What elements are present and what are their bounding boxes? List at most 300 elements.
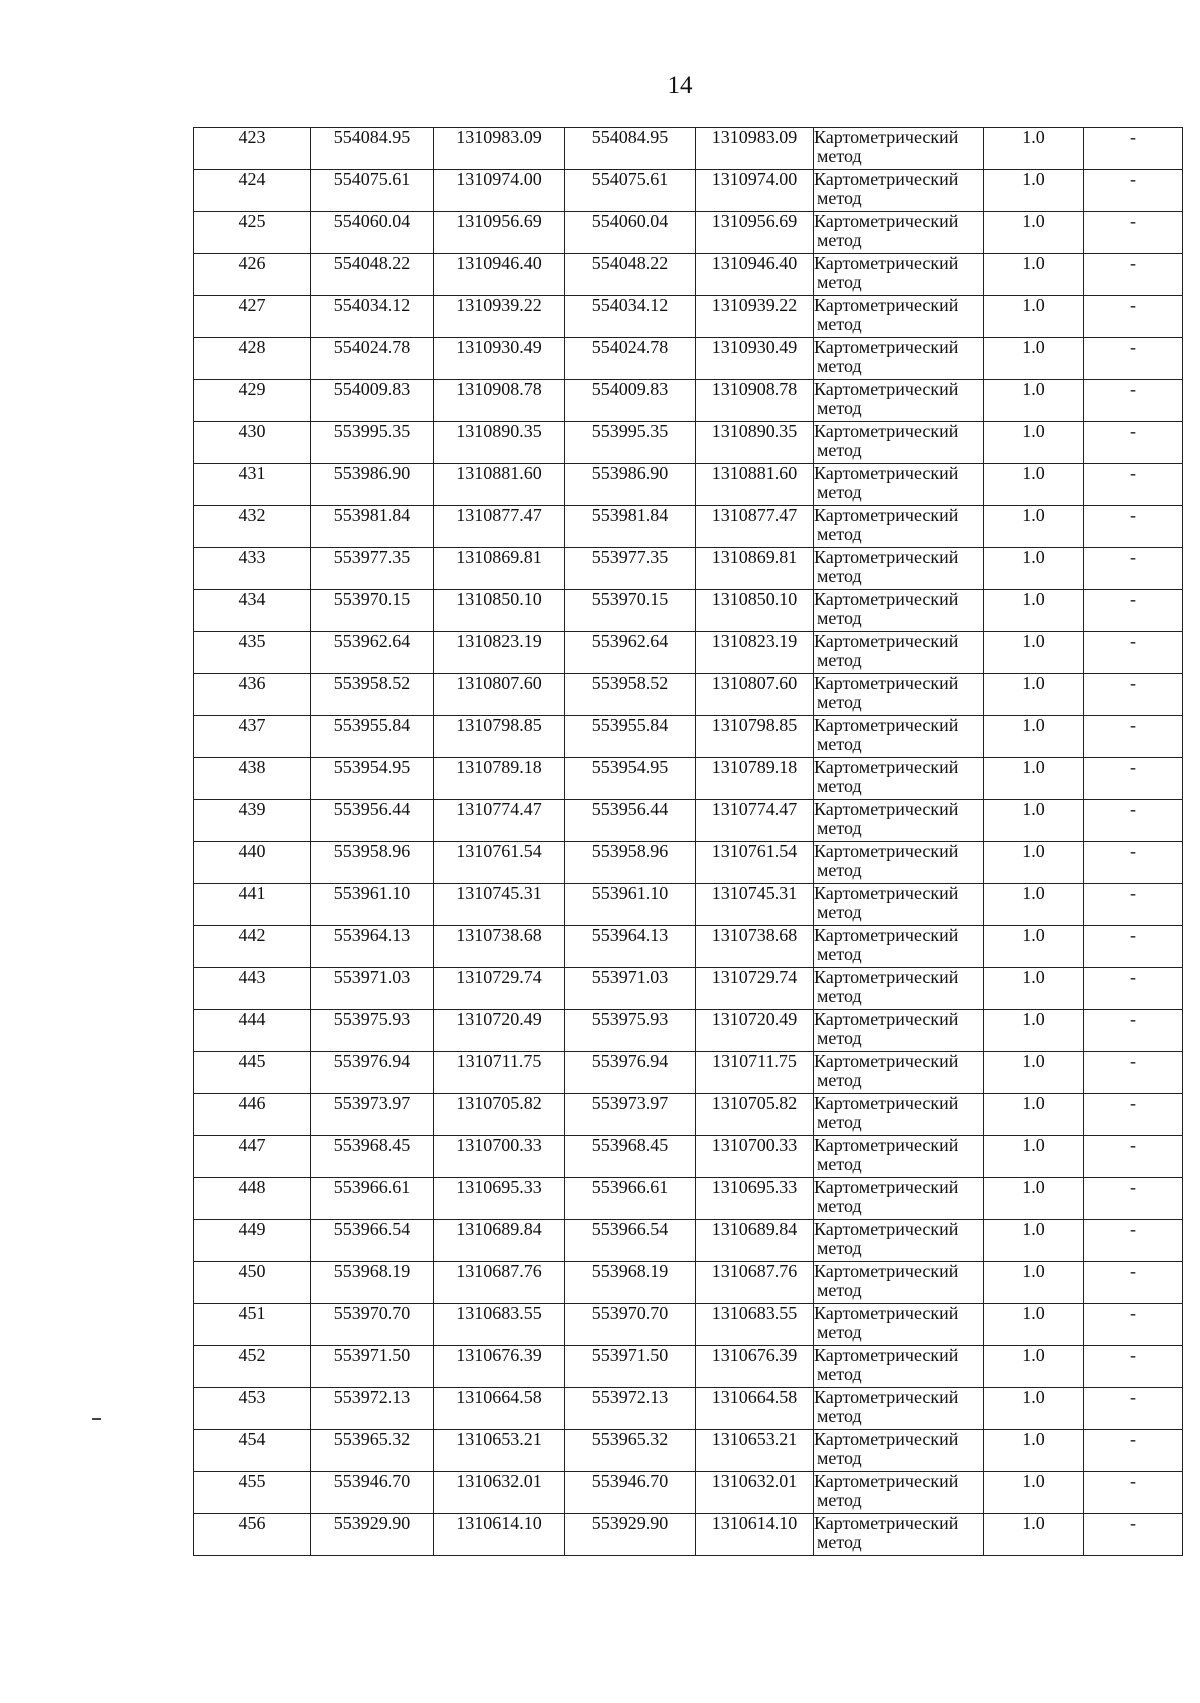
method-line-1: Картометрический — [814, 925, 959, 945]
method-line-1: Картометрический — [814, 799, 959, 819]
cell-y-existing: 1310869.81 — [434, 548, 565, 590]
table-row — [194, 1430, 1183, 1472]
cell-y-existing: 1310729.74 — [434, 968, 565, 1010]
cell-x-new: 554024.78 — [565, 338, 696, 380]
cell-x-new: 553956.44 — [565, 800, 696, 842]
cell-method — [814, 1220, 984, 1262]
method-line-2: метод — [817, 314, 862, 334]
method-line-2: метод — [817, 902, 862, 922]
method-line-2: метод — [817, 272, 862, 292]
cell-x-new: 553968.45 — [565, 1136, 696, 1178]
table-row — [194, 464, 1183, 506]
cell-point-number: 442 — [194, 926, 311, 968]
cell-accuracy: 1.0 — [984, 212, 1084, 254]
cell-y-existing: 1310687.76 — [434, 1262, 565, 1304]
cell-y-new: 1310881.60 — [696, 464, 814, 506]
cell-y-existing: 1310930.49 — [434, 338, 565, 380]
cell-accuracy: 1.0 — [984, 1094, 1084, 1136]
cell-y-new: 1310738.68 — [696, 926, 814, 968]
cell-x-new: 554084.95 — [565, 128, 696, 170]
method-line-2: метод — [817, 524, 862, 544]
method-line-2: метод — [817, 1196, 862, 1216]
table-row — [194, 1094, 1183, 1136]
method-line-1: Картометрический — [814, 1051, 959, 1071]
method-line-1: Картометрический — [814, 1429, 959, 1449]
cell-x-existing: 553995.35 — [311, 422, 434, 464]
cell-point-number: 429 — [194, 380, 311, 422]
cell-y-new: 1310789.18 — [696, 758, 814, 800]
cell-y-existing: 1310664.58 — [434, 1388, 565, 1430]
cell-description: - — [1084, 716, 1183, 758]
cell-x-existing: 553965.32 — [311, 1430, 434, 1472]
method-line-1: Картометрический — [814, 295, 959, 315]
cell-method — [814, 254, 984, 296]
cell-point-number: 448 — [194, 1178, 311, 1220]
cell-y-existing: 1310720.49 — [434, 1010, 565, 1052]
table-row — [194, 1136, 1183, 1178]
cell-y-new: 1310823.19 — [696, 632, 814, 674]
cell-method — [814, 968, 984, 1010]
method-line-2: метод — [817, 1070, 862, 1090]
cell-method — [814, 842, 984, 884]
cell-description: - — [1084, 590, 1183, 632]
cell-y-new: 1310869.81 — [696, 548, 814, 590]
method-line-1: Картометрический — [814, 253, 959, 273]
cell-method — [814, 212, 984, 254]
cell-method — [814, 170, 984, 212]
cell-x-existing: 553968.45 — [311, 1136, 434, 1178]
method-line-2: метод — [817, 356, 862, 376]
cell-accuracy: 1.0 — [984, 758, 1084, 800]
cell-x-new: 553968.19 — [565, 1262, 696, 1304]
cell-y-existing: 1310908.78 — [434, 380, 565, 422]
table-row — [194, 968, 1183, 1010]
cell-accuracy: 1.0 — [984, 1472, 1084, 1514]
table-row — [194, 632, 1183, 674]
cell-x-new: 554060.04 — [565, 212, 696, 254]
cell-y-new: 1310930.49 — [696, 338, 814, 380]
method-line-2: метод — [817, 1322, 862, 1342]
cell-method — [814, 338, 984, 380]
cell-x-new: 553971.50 — [565, 1346, 696, 1388]
table-row — [194, 170, 1183, 212]
method-line-1: Картометрический — [814, 421, 959, 441]
table-row — [194, 422, 1183, 464]
method-line-1: Картометрический — [814, 547, 959, 567]
cell-x-new: 553972.13 — [565, 1388, 696, 1430]
cell-point-number: 423 — [194, 128, 311, 170]
cell-accuracy: 1.0 — [984, 506, 1084, 548]
cell-accuracy: 1.0 — [984, 590, 1084, 632]
cell-y-existing: 1310974.00 — [434, 170, 565, 212]
cell-y-existing: 1310798.85 — [434, 716, 565, 758]
cell-x-new: 553970.15 — [565, 590, 696, 632]
cell-y-new: 1310807.60 — [696, 674, 814, 716]
cell-point-number: 439 — [194, 800, 311, 842]
cell-x-existing: 553971.50 — [311, 1346, 434, 1388]
cell-y-new: 1310745.31 — [696, 884, 814, 926]
cell-description: - — [1084, 1514, 1183, 1556]
cell-x-new: 554034.12 — [565, 296, 696, 338]
cell-x-existing: 553955.84 — [311, 716, 434, 758]
method-line-2: метод — [817, 230, 862, 250]
cell-accuracy: 1.0 — [984, 1514, 1084, 1556]
cell-x-existing: 553975.93 — [311, 1010, 434, 1052]
table-row — [194, 128, 1183, 170]
cell-method — [814, 1010, 984, 1052]
method-line-2: метод — [817, 1028, 862, 1048]
table-row — [194, 926, 1183, 968]
cell-accuracy: 1.0 — [984, 1304, 1084, 1346]
cell-x-new: 553971.03 — [565, 968, 696, 1010]
cell-accuracy: 1.0 — [984, 548, 1084, 590]
cell-point-number: 452 — [194, 1346, 311, 1388]
cell-accuracy: 1.0 — [984, 926, 1084, 968]
cell-point-number: 432 — [194, 506, 311, 548]
scan-mark — [92, 1418, 101, 1420]
cell-x-existing: 553972.13 — [311, 1388, 434, 1430]
cell-x-new: 553977.35 — [565, 548, 696, 590]
cell-point-number: 425 — [194, 212, 311, 254]
table-row — [194, 1052, 1183, 1094]
cell-y-existing: 1310689.84 — [434, 1220, 565, 1262]
cell-accuracy: 1.0 — [984, 1052, 1084, 1094]
cell-x-existing: 553966.54 — [311, 1220, 434, 1262]
table-row — [194, 1472, 1183, 1514]
method-line-2: метод — [817, 398, 862, 418]
cell-point-number: 445 — [194, 1052, 311, 1094]
method-line-2: метод — [817, 1364, 862, 1384]
method-line-1: Картометрический — [814, 505, 959, 525]
cell-point-number: 435 — [194, 632, 311, 674]
cell-x-existing: 553964.13 — [311, 926, 434, 968]
cell-y-existing: 1310877.47 — [434, 506, 565, 548]
cell-x-existing: 553968.19 — [311, 1262, 434, 1304]
cell-y-existing: 1310881.60 — [434, 464, 565, 506]
cell-description: - — [1084, 1220, 1183, 1262]
cell-x-existing: 554034.12 — [311, 296, 434, 338]
cell-point-number: 455 — [194, 1472, 311, 1514]
method-line-1: Картометрический — [814, 1513, 959, 1533]
table-row — [194, 506, 1183, 548]
cell-y-new: 1310890.35 — [696, 422, 814, 464]
cell-point-number: 424 — [194, 170, 311, 212]
cell-description: - — [1084, 800, 1183, 842]
cell-point-number: 431 — [194, 464, 311, 506]
cell-y-new: 1310664.58 — [696, 1388, 814, 1430]
cell-accuracy: 1.0 — [984, 842, 1084, 884]
cell-accuracy: 1.0 — [984, 1346, 1084, 1388]
cell-y-new: 1310695.33 — [696, 1178, 814, 1220]
method-line-1: Картометрический — [814, 1387, 959, 1407]
cell-x-new: 553986.90 — [565, 464, 696, 506]
method-line-2: метод — [817, 146, 862, 166]
cell-y-existing: 1310711.75 — [434, 1052, 565, 1094]
cell-x-existing: 553970.15 — [311, 590, 434, 632]
cell-y-new: 1310689.84 — [696, 1220, 814, 1262]
table-row — [194, 1304, 1183, 1346]
table-row — [194, 842, 1183, 884]
cell-description: - — [1084, 464, 1183, 506]
cell-method — [814, 674, 984, 716]
cell-point-number: 446 — [194, 1094, 311, 1136]
cell-y-new: 1310705.82 — [696, 1094, 814, 1136]
method-line-1: Картометрический — [814, 1093, 959, 1113]
cell-x-existing: 553946.70 — [311, 1472, 434, 1514]
cell-y-new: 1310711.75 — [696, 1052, 814, 1094]
cell-y-existing: 1310946.40 — [434, 254, 565, 296]
cell-accuracy: 1.0 — [984, 464, 1084, 506]
cell-accuracy: 1.0 — [984, 674, 1084, 716]
cell-method — [814, 632, 984, 674]
cell-y-existing: 1310807.60 — [434, 674, 565, 716]
cell-y-existing: 1310983.09 — [434, 128, 565, 170]
cell-x-new: 553946.70 — [565, 1472, 696, 1514]
cell-accuracy: 1.0 — [984, 1010, 1084, 1052]
cell-x-existing: 553954.95 — [311, 758, 434, 800]
cell-y-new: 1310983.09 — [696, 128, 814, 170]
cell-method — [814, 716, 984, 758]
cell-method — [814, 422, 984, 464]
cell-y-new: 1310729.74 — [696, 968, 814, 1010]
cell-y-new: 1310676.39 — [696, 1346, 814, 1388]
method-line-2: метод — [817, 734, 862, 754]
method-line-1: Картометрический — [814, 1471, 959, 1491]
method-line-2: метод — [817, 650, 862, 670]
cell-y-new: 1310877.47 — [696, 506, 814, 548]
cell-x-existing: 554048.22 — [311, 254, 434, 296]
cell-y-existing: 1310653.21 — [434, 1430, 565, 1472]
cell-y-new: 1310908.78 — [696, 380, 814, 422]
cell-point-number: 436 — [194, 674, 311, 716]
cell-accuracy: 1.0 — [984, 170, 1084, 212]
cell-y-existing: 1310850.10 — [434, 590, 565, 632]
cell-description: - — [1084, 212, 1183, 254]
cell-y-new: 1310687.76 — [696, 1262, 814, 1304]
cell-x-existing: 554024.78 — [311, 338, 434, 380]
cell-y-new: 1310720.49 — [696, 1010, 814, 1052]
cell-point-number: 453 — [194, 1388, 311, 1430]
cell-description: - — [1084, 1094, 1183, 1136]
cell-accuracy: 1.0 — [984, 422, 1084, 464]
table-row — [194, 1514, 1183, 1556]
cell-x-existing: 553970.70 — [311, 1304, 434, 1346]
cell-accuracy: 1.0 — [984, 1430, 1084, 1472]
cell-y-existing: 1310774.47 — [434, 800, 565, 842]
cell-description: - — [1084, 506, 1183, 548]
cell-description: - — [1084, 632, 1183, 674]
table-row — [194, 800, 1183, 842]
method-line-2: метод — [817, 944, 862, 964]
method-line-1: Картометрический — [814, 1177, 959, 1197]
method-line-2: метод — [817, 1154, 862, 1174]
cell-description: - — [1084, 758, 1183, 800]
cell-method — [814, 1262, 984, 1304]
cell-method — [814, 758, 984, 800]
cell-description: - — [1084, 548, 1183, 590]
cell-x-existing: 553956.44 — [311, 800, 434, 842]
cell-method — [814, 380, 984, 422]
method-line-1: Картометрический — [814, 169, 959, 189]
cell-x-new: 554048.22 — [565, 254, 696, 296]
table-row — [194, 1220, 1183, 1262]
method-line-1: Картометрический — [814, 841, 959, 861]
cell-description: - — [1084, 1010, 1183, 1052]
cell-method — [814, 1178, 984, 1220]
cell-accuracy: 1.0 — [984, 1388, 1084, 1430]
cell-description: - — [1084, 1052, 1183, 1094]
cell-description: - — [1084, 1472, 1183, 1514]
cell-description: - — [1084, 170, 1183, 212]
cell-point-number: 444 — [194, 1010, 311, 1052]
cell-method — [814, 1472, 984, 1514]
table-row — [194, 590, 1183, 632]
cell-y-existing: 1310695.33 — [434, 1178, 565, 1220]
cell-x-new: 554075.61 — [565, 170, 696, 212]
cell-x-new: 553981.84 — [565, 506, 696, 548]
cell-method — [814, 1304, 984, 1346]
cell-x-new: 553961.10 — [565, 884, 696, 926]
method-line-1: Картометрический — [814, 463, 959, 483]
method-line-1: Картометрический — [814, 673, 959, 693]
cell-description: - — [1084, 926, 1183, 968]
cell-description: - — [1084, 884, 1183, 926]
method-line-1: Картометрический — [814, 379, 959, 399]
cell-y-new: 1310700.33 — [696, 1136, 814, 1178]
cell-point-number: 441 — [194, 884, 311, 926]
cell-accuracy: 1.0 — [984, 716, 1084, 758]
cell-point-number: 451 — [194, 1304, 311, 1346]
cell-method — [814, 548, 984, 590]
cell-x-new: 553966.54 — [565, 1220, 696, 1262]
cell-point-number: 433 — [194, 548, 311, 590]
method-line-2: метод — [817, 1238, 862, 1258]
cell-description: - — [1084, 1178, 1183, 1220]
cell-point-number: 456 — [194, 1514, 311, 1556]
cell-x-new: 553965.32 — [565, 1430, 696, 1472]
cell-point-number: 454 — [194, 1430, 311, 1472]
method-line-2: метод — [817, 440, 862, 460]
method-line-1: Картометрический — [814, 589, 959, 609]
cell-accuracy: 1.0 — [984, 254, 1084, 296]
cell-x-new: 553970.70 — [565, 1304, 696, 1346]
cell-description: - — [1084, 380, 1183, 422]
cell-method — [814, 800, 984, 842]
cell-x-existing: 553929.90 — [311, 1514, 434, 1556]
cell-point-number: 434 — [194, 590, 311, 632]
cell-x-existing: 554084.95 — [311, 128, 434, 170]
method-line-2: метод — [817, 860, 862, 880]
cell-accuracy: 1.0 — [984, 296, 1084, 338]
method-line-2: метод — [817, 818, 862, 838]
cell-accuracy: 1.0 — [984, 632, 1084, 674]
cell-description: - — [1084, 422, 1183, 464]
cell-y-existing: 1310614.10 — [434, 1514, 565, 1556]
method-line-2: метод — [817, 566, 862, 586]
cell-y-existing: 1310956.69 — [434, 212, 565, 254]
cell-x-existing: 553973.97 — [311, 1094, 434, 1136]
table-row — [194, 1262, 1183, 1304]
cell-y-new: 1310798.85 — [696, 716, 814, 758]
cell-x-existing: 553986.90 — [311, 464, 434, 506]
cell-method — [814, 884, 984, 926]
cell-point-number: 430 — [194, 422, 311, 464]
method-line-2: метод — [817, 1280, 862, 1300]
cell-method — [814, 1136, 984, 1178]
cell-y-new: 1310956.69 — [696, 212, 814, 254]
cell-x-existing: 553961.10 — [311, 884, 434, 926]
cell-method — [814, 1514, 984, 1556]
cell-method — [814, 128, 984, 170]
cell-y-existing: 1310823.19 — [434, 632, 565, 674]
cell-x-new: 553995.35 — [565, 422, 696, 464]
cell-point-number: 450 — [194, 1262, 311, 1304]
cell-point-number: 447 — [194, 1136, 311, 1178]
cell-accuracy: 1.0 — [984, 338, 1084, 380]
method-line-1: Картометрический — [814, 1303, 959, 1323]
table-body — [194, 128, 1183, 1556]
cell-method — [814, 1346, 984, 1388]
cell-y-existing: 1310745.31 — [434, 884, 565, 926]
table-row — [194, 254, 1183, 296]
cell-x-existing: 553977.35 — [311, 548, 434, 590]
method-line-1: Картометрический — [814, 127, 959, 147]
method-line-1: Картометрический — [814, 967, 959, 987]
cell-y-new: 1310614.10 — [696, 1514, 814, 1556]
cell-x-new: 553954.95 — [565, 758, 696, 800]
cell-description: - — [1084, 674, 1183, 716]
cell-x-new: 553976.94 — [565, 1052, 696, 1094]
table-row — [194, 1178, 1183, 1220]
cell-y-new: 1310939.22 — [696, 296, 814, 338]
cell-x-existing: 554009.83 — [311, 380, 434, 422]
cell-description: - — [1084, 1430, 1183, 1472]
cell-point-number: 426 — [194, 254, 311, 296]
method-line-2: метод — [817, 482, 862, 502]
cell-x-existing: 554060.04 — [311, 212, 434, 254]
cell-description: - — [1084, 1304, 1183, 1346]
cell-x-existing: 554075.61 — [311, 170, 434, 212]
method-line-1: Картометрический — [814, 1009, 959, 1029]
table-row — [194, 548, 1183, 590]
cell-y-new: 1310850.10 — [696, 590, 814, 632]
cell-x-new: 553962.64 — [565, 632, 696, 674]
cell-accuracy: 1.0 — [984, 1220, 1084, 1262]
cell-x-existing: 553958.96 — [311, 842, 434, 884]
cell-description: - — [1084, 1388, 1183, 1430]
method-line-1: Картометрический — [814, 211, 959, 231]
cell-method — [814, 1430, 984, 1472]
cell-y-existing: 1310705.82 — [434, 1094, 565, 1136]
cell-method — [814, 1388, 984, 1430]
method-line-2: метод — [817, 1532, 862, 1552]
cell-point-number: 438 — [194, 758, 311, 800]
page-number: 14 — [667, 72, 693, 99]
cell-point-number: 427 — [194, 296, 311, 338]
cell-accuracy: 1.0 — [984, 128, 1084, 170]
cell-accuracy: 1.0 — [984, 1262, 1084, 1304]
method-line-2: метод — [817, 1406, 862, 1426]
cell-x-existing: 553971.03 — [311, 968, 434, 1010]
cell-description: - — [1084, 968, 1183, 1010]
cell-x-new: 553929.90 — [565, 1514, 696, 1556]
cell-accuracy: 1.0 — [984, 380, 1084, 422]
method-line-1: Картометрический — [814, 337, 959, 357]
cell-method — [814, 590, 984, 632]
cell-y-existing: 1310789.18 — [434, 758, 565, 800]
method-line-1: Картометрический — [814, 883, 959, 903]
cell-y-new: 1310774.47 — [696, 800, 814, 842]
